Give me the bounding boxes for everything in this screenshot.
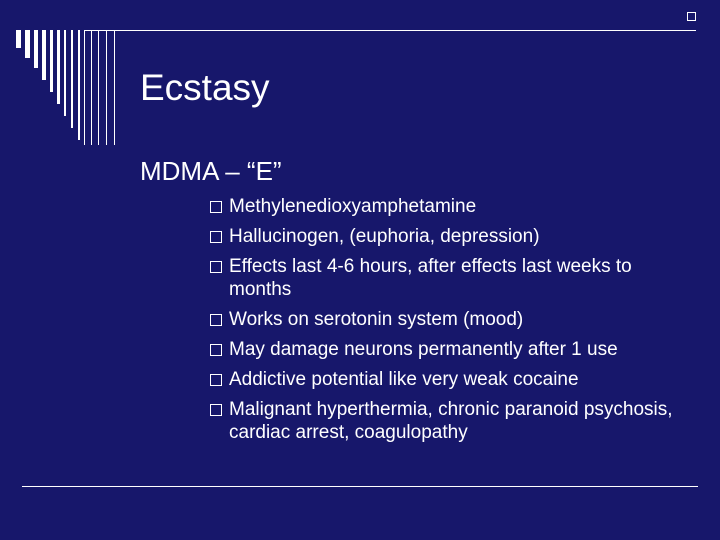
hollow-square-bullet-icon	[210, 344, 222, 356]
bullet-text: May damage neurons permanently after 1 use	[229, 339, 618, 360]
hollow-square-bullet-icon	[210, 404, 222, 416]
bullet-text: Methylenedioxyamphetamine	[229, 196, 477, 217]
bullet-text: Malignant hyperthermia, chronic paranoid psychosis, cardiac arrest, coagulopathy	[229, 399, 673, 443]
bullet-item	[210, 338, 690, 361]
bullet-text: Addictive potential like very weak cocaine	[229, 369, 579, 390]
bullet-item	[210, 308, 690, 331]
bullet-item	[210, 225, 690, 248]
hollow-square-bullet-icon	[210, 261, 222, 273]
bullet-item	[210, 398, 690, 444]
bullet-text: Effects last 4-6 hours, after effects last weeks to months	[229, 256, 632, 300]
bullet-list	[210, 195, 690, 451]
bullet-item	[210, 195, 690, 218]
bullet-item	[210, 368, 690, 391]
bottom-divider	[22, 486, 698, 487]
slide-title: Ecstasy	[140, 67, 270, 108]
bullet-item	[210, 255, 690, 301]
hollow-square-bullet-icon	[210, 201, 222, 213]
hollow-square-bullet-icon	[210, 314, 222, 326]
bullet-text: Hallucinogen, (euphoria, depression)	[229, 226, 540, 247]
top-divider	[84, 30, 696, 31]
corner-square-icon	[687, 12, 696, 21]
stripes-decoration	[16, 30, 116, 170]
hollow-square-bullet-icon	[210, 231, 222, 243]
bullet-text: Works on serotonin system (mood)	[229, 309, 524, 330]
hollow-square-bullet-icon	[210, 374, 222, 386]
slide-subtitle: MDMA – “E”	[140, 156, 282, 186]
